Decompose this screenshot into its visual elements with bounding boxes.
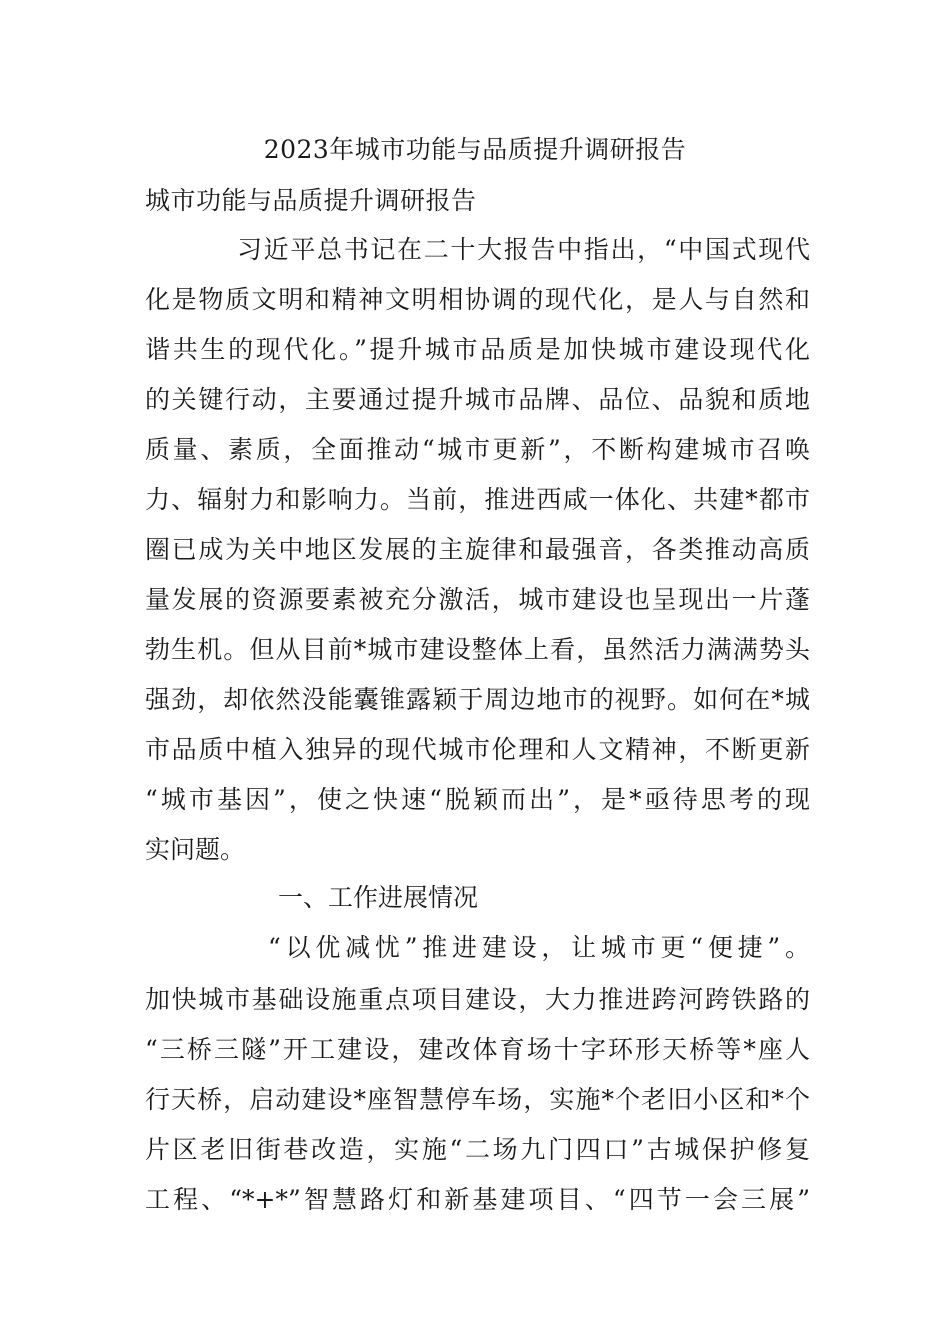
intro-line-4: 的关键行动，主要通过提升城市品牌、品位、品貌和质地	[145, 385, 810, 414]
intro-line-12: “城市基因”，使之快速“脱颖而出”，是*亟待思考的现	[145, 785, 810, 814]
section-line-4: 行天桥，启动建设*座智慧停车场，实施*个老旧小区和*个	[145, 1085, 810, 1114]
intro-line-3: 谐共生的现代化。”提升城市品质是加快城市建设现代化	[145, 335, 810, 364]
intro-line-5: 质量、素质，全面推动“城市更新”，不断构建城市召唤	[145, 435, 810, 464]
section-line-6: 工程、“*+*”智慧路灯和新基建项目、“四节一会三展”	[145, 1185, 810, 1214]
section-heading: 一、工作进展情况	[278, 883, 479, 912]
intro-line-1: 习近平总书记在二十大报告中指出，“中国式现代	[237, 235, 810, 264]
section-line-2: 加快城市基础设施重点项目建设，大力推进跨河跨铁路的	[145, 985, 810, 1014]
intro-line-2: 化是物质文明和精神文明相协调的现代化，是人与自然和	[145, 285, 810, 314]
document-title: 2023年城市功能与品质提升调研报告	[263, 135, 687, 164]
intro-line-6: 力、辐射力和影响力。当前，推进西咸一体化、共建*都市	[145, 485, 810, 514]
intro-line-11: 市品质中植入独异的现代城市伦理和人文精神，不断更新	[145, 735, 810, 764]
intro-line-9: 勃生机。但从目前*城市建设整体上看，虽然活力满满势头	[145, 635, 810, 664]
section-line-5: 片区老旧街巷改造，实施“二场九门四口”古城保护修复	[145, 1135, 810, 1164]
document-subtitle: 城市功能与品质提升调研报告	[145, 186, 477, 215]
intro-line-8: 量发展的资源要素被充分激活，城市建设也呈现出一片蓬	[145, 585, 810, 614]
intro-line-7: 圈已成为关中地区发展的主旋律和最强音，各类推动高质	[145, 535, 810, 564]
intro-line-10: 强劲，却依然没能囊锥露颖于周边地市的视野。如何在*城	[145, 685, 810, 714]
section-line-3: “三桥三隧”开工建设，建改体育场十字环形天桥等*座人	[145, 1035, 810, 1064]
intro-line-13: 实问题。	[145, 835, 246, 864]
section-line-1: “以优减忧”推进建设，让城市更“便捷”。	[268, 933, 810, 962]
